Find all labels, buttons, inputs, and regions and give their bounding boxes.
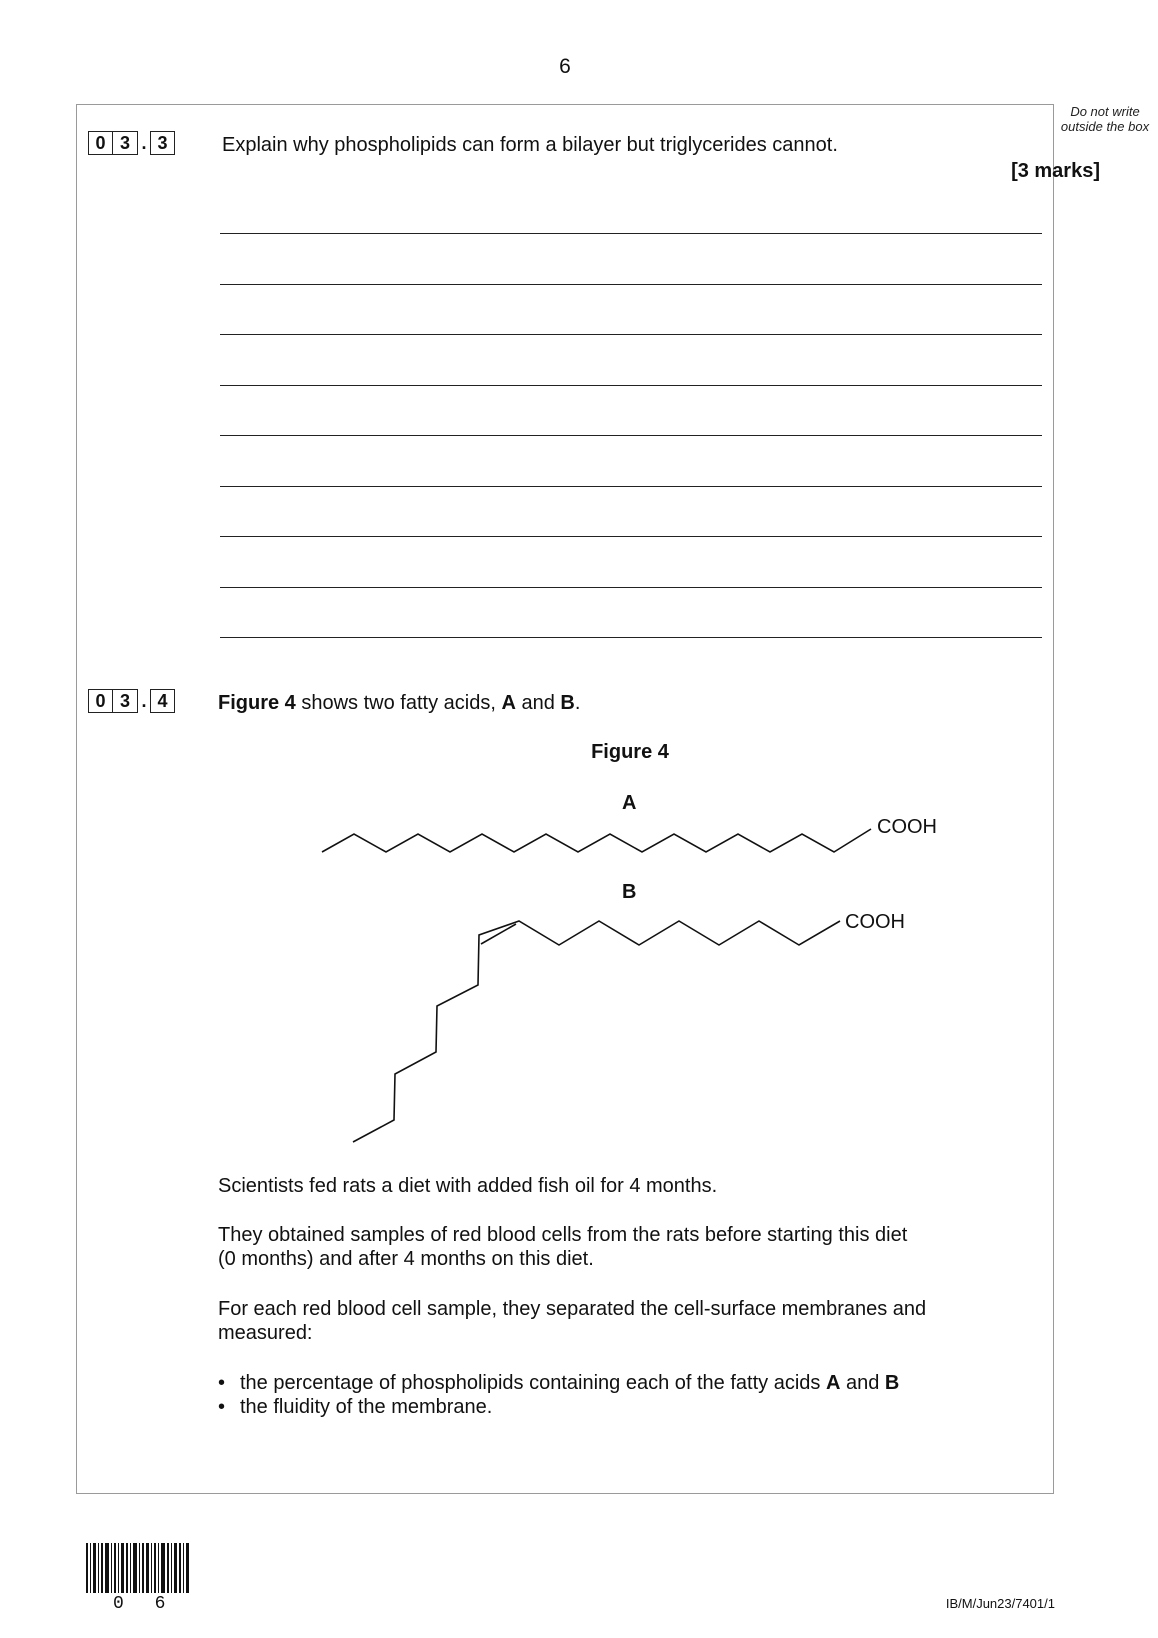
fatty-acid-b-label: B bbox=[622, 881, 637, 903]
fatty-acid-b-chain bbox=[353, 921, 840, 1142]
margin-note: Do not write outside the box bbox=[1060, 104, 1150, 134]
figure-ref: Figure 4 bbox=[218, 692, 296, 714]
paragraph-3 bbox=[218, 1297, 1018, 1345]
qnum-digit-2: 3 bbox=[113, 131, 138, 155]
qnum-part: 4 bbox=[150, 689, 175, 713]
paragraph-2-line-1: They obtained samples of red blood cells from the rats before starting this diet bbox=[218, 1224, 908, 1246]
qnum-dot: . bbox=[141, 690, 147, 711]
fatty-acid-a-label: A bbox=[622, 792, 637, 814]
qnum-part: 3 bbox=[150, 131, 175, 155]
bullet-1-text: the percentage of phospholipids containing each of the fatty acids bbox=[240, 1372, 826, 1394]
bullet-1-b: B bbox=[884, 1372, 900, 1394]
bullet-1-and: and bbox=[840, 1372, 885, 1394]
double-bond-line bbox=[481, 924, 516, 944]
footer-code: IB/M/Jun23/7401/1 bbox=[945, 1596, 1055, 1611]
bullet-item: • the fluidity of the membrane. bbox=[218, 1395, 899, 1419]
intro-mid: shows two fatty acids, bbox=[295, 692, 502, 714]
paragraph-2-line-2: (0 months) and after 4 months on this diet. bbox=[218, 1248, 594, 1270]
bullet-item bbox=[218, 1371, 899, 1395]
page-number: 6 bbox=[559, 55, 571, 78]
intro-and: and bbox=[515, 692, 561, 714]
paragraph-1: Scientists fed rats a diet with added fish oil for 4 months. bbox=[218, 1175, 718, 1197]
bullet-1-a: A bbox=[825, 1372, 841, 1394]
acid-a-ref: A bbox=[501, 692, 516, 714]
bullet-list bbox=[218, 1371, 899, 1419]
qnum-dot: . bbox=[141, 132, 147, 153]
barcode-digits: 0 6 bbox=[113, 1594, 176, 1614]
qnum-digit-1: 0 bbox=[88, 131, 113, 155]
intro-end: . bbox=[574, 692, 581, 714]
acid-b-ref: B bbox=[560, 692, 575, 714]
fatty-acid-b-cooh: COOH bbox=[845, 911, 905, 933]
paragraph-3-line-1: For each red blood cell sample, they separated the cell-surface membranes and bbox=[218, 1298, 927, 1320]
figure-title: Figure 4 bbox=[591, 741, 669, 763]
fatty-acid-a-cooh: COOH bbox=[877, 816, 937, 838]
paragraph-2 bbox=[218, 1223, 1018, 1271]
fatty-acid-a-chain bbox=[322, 829, 871, 852]
question-text-03-3: Explain why phospholipids can form a bilayer but triglycerides cannot. bbox=[222, 134, 838, 156]
marks-label: [3 marks] bbox=[1011, 160, 1100, 182]
paragraph-3-line-2: measured: bbox=[218, 1322, 313, 1344]
qnum-digit-1: 0 bbox=[88, 689, 113, 713]
barcode-icon bbox=[86, 1543, 196, 1595]
qnum-digit-2: 3 bbox=[113, 689, 138, 713]
